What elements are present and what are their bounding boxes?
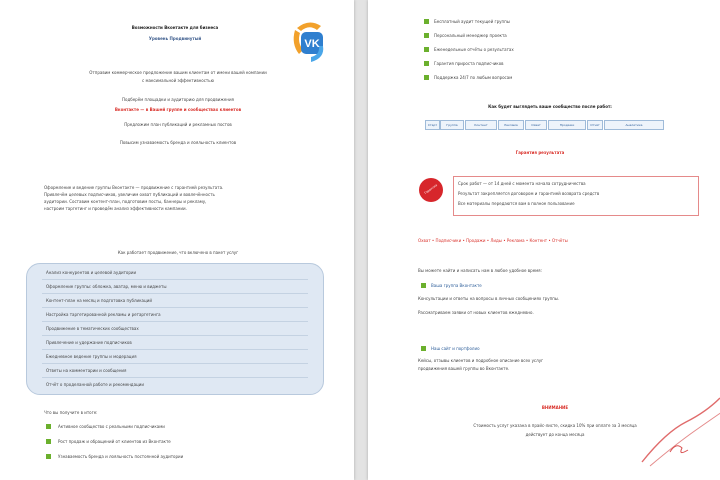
panel-title: Как работает продвижение, что включено в пакет услуг: [117, 250, 239, 255]
check-bullet-icon: [421, 283, 426, 288]
check-bullet-icon: [424, 19, 429, 24]
panel-item: Контент-план на месяц и подготовка публикаций: [46, 298, 152, 303]
website-link[interactable]: Наш сайт и портфолио: [431, 346, 480, 351]
top-item: Еженедельные отчёты о результатах: [434, 47, 514, 52]
svg-text:VK: VK: [304, 38, 320, 50]
panel-item: Отчёт о проделанной работе и рекомендации: [46, 382, 144, 387]
footer-line: Стоимость услуг указана в прайс-листе, скидка 10% при оплате за 3 месяца: [473, 423, 637, 428]
description-line: аудитории. Составим контент-план, подготовим посты, баннеры и рекламу,: [44, 199, 207, 204]
result-item: Рост продаж и обращений от клиентов из Вконтакте: [58, 439, 171, 444]
left-page: [0, 0, 354, 480]
guarantee-stamp: [419, 178, 443, 202]
top-item: Персональный менеджер проекта: [434, 33, 507, 38]
guarantee-heading: Гарантия результата: [515, 150, 565, 155]
result-item: Узнаваемость бренда и лояльность постоянной аудитории: [58, 454, 184, 459]
intro-line: Отправим коммерческое предложение вашим клиентам от имени вашей компании: [89, 70, 267, 75]
top-item: Поддержка 24/7 по любым вопросам: [434, 75, 513, 80]
panel-divider: [42, 279, 308, 280]
signature-stamp-icon: [636, 392, 720, 472]
panel-item: Ответы на комментарии и сообщения: [46, 368, 127, 373]
panel-item: Оформление группы: обложка, аватар, меню и виджеты: [46, 284, 167, 289]
tab-group[interactable]: Группа: [440, 120, 464, 130]
tab-ads[interactable]: Реклама: [498, 120, 524, 130]
tab-report[interactable]: Отчёт: [587, 120, 603, 130]
tab-start[interactable]: Старт: [425, 120, 440, 130]
important-label: ВНИМАНИЕ: [541, 405, 569, 410]
panel-item: Продвижение в тематических сообществах: [46, 326, 139, 331]
description-line: Привлечём целевых подписчиков, увеличим охват публикаций и вовлечённость: [44, 192, 215, 197]
offer-line: Все материалы передаются вам в полное пользование: [458, 201, 575, 206]
intro-line: Предложим план публикаций и рекламных постов: [124, 122, 232, 127]
intro-line-highlight: [30, 107, 326, 112]
offer-line: Результат закрепляется договором и гарантией возврата средств: [458, 191, 600, 196]
tab-analytics[interactable]: Аналитика: [604, 120, 664, 130]
tabs-heading: Как будет выглядеть ваше сообщество после работ:: [488, 104, 612, 109]
panel-item: Привлечение и удержание подписчиков: [46, 340, 132, 345]
intro-highlight-text: Вконтакте — в Вашей группе и сообществах клиентов: [114, 107, 242, 112]
tab-reach[interactable]: Охват: [525, 120, 547, 130]
panel-divider: [42, 321, 308, 322]
result-item: Активное сообщество с реальными подписчиками: [58, 424, 165, 429]
check-bullet-icon: [46, 424, 51, 429]
check-bullet-icon: [424, 47, 429, 52]
contacts-intro: Вы можете найти и написать нам в любое удобное время:: [418, 268, 542, 273]
link-description: Кейсы, отзывы клиентов и подробное описание всех услуг: [418, 358, 544, 363]
check-bullet-icon: [424, 75, 429, 80]
description-line: настроим таргетинг и проведём анализ эффективности кампании.: [44, 206, 187, 211]
check-bullet-icon: [46, 454, 51, 459]
vk-logo-icon: [289, 18, 329, 64]
panel-divider: [42, 293, 308, 294]
tab-content[interactable]: Контент: [465, 120, 497, 130]
red-tags-line: Охват • Подписчики • Продажи • Лиды • Реклама • Контент • Отчёты: [418, 238, 568, 243]
panel-divider: [42, 363, 308, 364]
panel-divider: [42, 377, 308, 378]
top-item: Гарантия прироста подписчиков: [434, 61, 504, 66]
results-title: Что вы получите в итоге:: [44, 410, 98, 415]
header-line-1: Возможности Вконтакте для бизнеса: [131, 25, 219, 30]
link-description: Рассматриваем заявки от новых клиентов ежедневно.: [418, 310, 534, 315]
stamp-text: Гарантия: [423, 183, 438, 195]
intro-line: Повысим узнаваемость бренда и лояльность клиентов: [119, 140, 237, 145]
top-item: Бесплатный аудит текущей группы: [434, 19, 510, 24]
check-bullet-icon: [421, 346, 426, 351]
footer-line: действует до конца месяца: [525, 432, 585, 437]
description-line: Оформление и ведение группы Вконтакте — продвижение с гарантией результата.: [44, 185, 224, 190]
header-line-2: Уровень Продвинутый: [148, 36, 202, 41]
panel-item: Ежедневное ведение группы и модерация: [46, 354, 137, 359]
panel-divider: [42, 335, 308, 336]
tab-sales[interactable]: Продажи: [548, 120, 586, 130]
panel-divider: [42, 307, 308, 308]
check-bullet-icon: [424, 61, 429, 66]
intro-line: с максимальной эффективностью: [142, 78, 214, 83]
link-description: продвижения вашей группы во Вконтакте.: [418, 366, 510, 371]
panel-divider: [42, 349, 308, 350]
link-description: Консультации и ответы на вопросы в личных сообщениях группы.: [418, 296, 560, 301]
vk-group-link[interactable]: Ваша группа Вконтакте: [431, 283, 482, 288]
check-bullet-icon: [46, 439, 51, 444]
panel-item: Анализ конкурентов и целевой аудитории: [46, 270, 137, 275]
intro-line: Подберём площадки и аудиторию для продвижения: [122, 97, 234, 102]
check-bullet-icon: [424, 33, 429, 38]
offer-line: Срок работ — от 14 дней с момента начала сотрудничества: [458, 181, 586, 186]
panel-item: Настройка таргетированной рекламы и ретаргетинга: [46, 312, 161, 317]
